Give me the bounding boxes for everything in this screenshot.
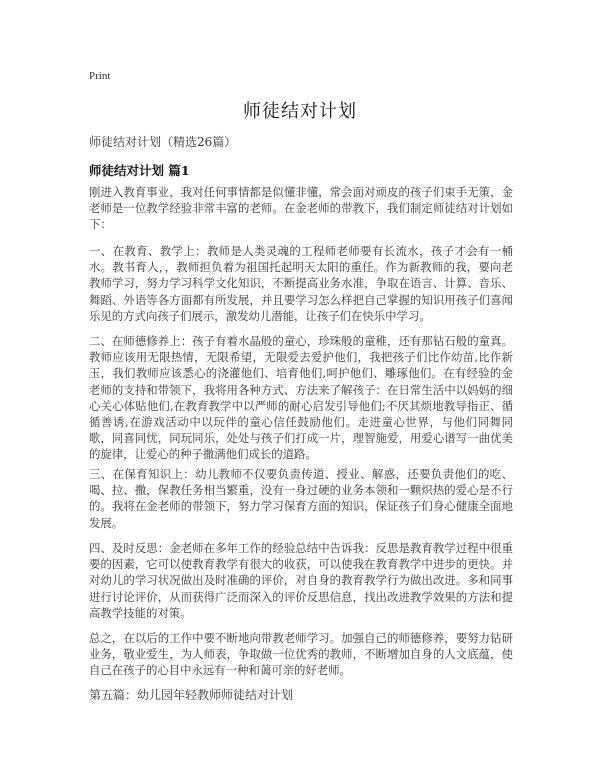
document-subtitle: 师徒结对计划（精选26篇） [89, 135, 237, 149]
next-section-heading: 第五篇：幼儿园年轻教师师徒结对计划 [89, 688, 294, 702]
paragraph-ethics: 二、在师德修养上：孩子有着水晶般的童心，珍珠般的童稚，还有那钻石般的童真。教师应该用无限热情，无限希望，无限爱去爱护他们，我把孩子们比作幼苗,比作新玉，我们教师应该悉心的浇灌他们、培育他们,呵护他们、雕琢他们。在有经验的金老师的支持和带领下，我将用各种方式、方法来了解孩子：在日常生活中以妈妈的细心关心体贴他们,在教育教学中以严师的耐心启发引导他们;不厌其烦地教导指正、循循善诱,在游戏活动中以玩伴的童心信任鼓励他们。走进童心世界，与他们同舞同歌，同喜同忧，同玩同乐，处处与孩子们打成一片，理智施爱，用爱心谱写一曲优美的旋律，让爱心的种子撒满他们成长的道路。 [89, 334, 513, 462]
paragraph-reflection: 四、及时反思：金老师在多年工作的经验总结中告诉我：反思是教育教学过程中很重要的因素，它可以使教育教学有很大的收获，可以使我在教育教学中进步的更快。并对幼儿的学习状况做出及时准确的评价，对自身的教育教学行为做出改进。多和同事进行讨论评价，从而获得广泛而深入的评价反思信息，找出改进教学效果的方法和提高教学技能的对策。 [89, 541, 513, 620]
section-heading: 师徒结对计划 篇1 [89, 163, 190, 178]
paragraph-summary: 总之，在以后的工作中要不断地向带教老师学习。加强自己的师德修养，要努力钻研业务，敬业爱生，为人师表，争取做一位优秀的教师，不断增加自身的人文底蕴，使自己在孩子的心目中永远有一种和蔼可亲的好老师。 [89, 631, 513, 678]
paragraph-childcare: 三、在保育知识上：幼儿教师不仅要负责传道、授业、解惑，还要负责他们的吃、喝、拉、撒，保教任务相当繁重，没有一身过硬的业务本领和一颗炽热的爱心是不行的。我将在金老师的带领下，努力学习保育方面的知识，保证孩子们身心健康全面地发展。 [89, 467, 513, 530]
document-title: 师徒结对计划 [243, 101, 357, 122]
paragraph-intro: 刚进入教育事业，我对任何事情都是似懂非懂，常会面对顽皮的孩子们束手无策，金老师是一位教学经验非常丰富的老师。在金老师的带教下，我们制定师徒结对计划如下： [89, 185, 513, 232]
print-label: Print [89, 70, 111, 82]
paragraph-teaching: 一、在教育、教学上：教师是人类灵魂的工程师老师要有长流水，孩子才会有一桶水。教书育人，，教师担负着为祖国托起明天太阳的重任。作为新教师的我，要向老教师学习，努力学习科学文化知识，不断提高业务水准，争取在语言、计算、音乐、舞蹈、外语等各方面都有所发展，并且要学习怎么样把自己掌握的知识用孩子们喜闻乐见的方式向孩子们展示，激发幼儿潜能，让孩子们在快乐中学习。 [89, 244, 513, 323]
